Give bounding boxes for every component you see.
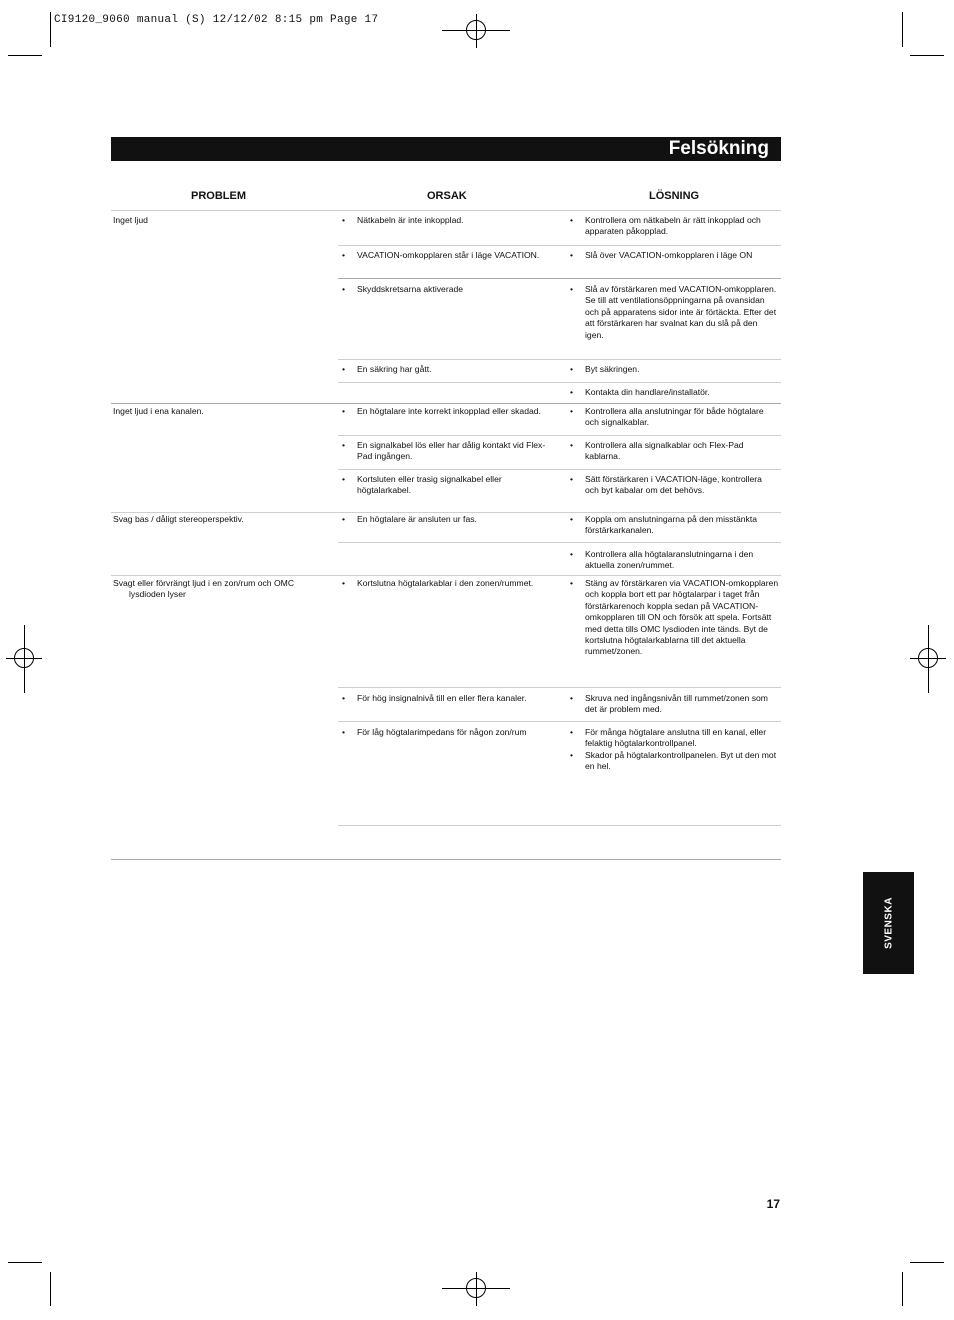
problem-2: Inget ljud i ena kanalen.	[113, 406, 204, 416]
bullet: •	[570, 693, 574, 703]
bullet: •	[342, 474, 346, 484]
solution-cell: Byt säkringen.	[585, 364, 640, 374]
problem-3: Svag bas / dåligt stereoperspektiv.	[113, 514, 244, 524]
bullet: •	[570, 578, 574, 588]
solution-cell: Skruva ned ingångsnivån till rummet/zonen som det är problem med.	[585, 693, 768, 715]
bullet: •	[342, 578, 346, 588]
solution-cell: Kontrollera alla anslutningar för både högtalare och signalkablar.	[585, 406, 764, 428]
printer-slug: CI9120_9060 manual (S) 12/12/02 8:15 pm Page 17	[54, 14, 379, 26]
solution-cell: Koppla om anslutningarna på den misstänkta förstärkarkanalen.	[585, 514, 757, 536]
cause-cell: Kortsluten eller trasig signalkabel eller högtalarkabel.	[357, 474, 502, 496]
solution-cell: Slå över VACATION-omkopplaren i läge ON	[585, 250, 753, 260]
bullet: •	[570, 750, 574, 760]
bullet: •	[570, 364, 574, 374]
solution-cell: Stäng av förstärkaren via VACATION-omkopplaren och koppla bort ett par högtalarpar i taget från förstärkarenoch koppla sedan på VACATION-omkopplaren till ON och försök att spela. Fortsätt med detta tills OMC lysdioden inte tänds. Byt de kortslutna högtalarkablarna till det aktuella rummet/zonen.	[585, 578, 779, 657]
bullet: •	[570, 215, 574, 225]
cause-cell: En signalkabel lös eller har dålig kontakt vid Flex-Pad ingången.	[357, 440, 546, 462]
problem-4: Svagt eller förvrängt ljud i en zon/rum och OMC lysdioden lyser	[113, 578, 295, 600]
bullet: •	[570, 727, 574, 737]
cause-cell: VACATION-omkopplaren står i läge VACATION.	[357, 250, 540, 260]
cause-cell: En högtalare är ansluten ur fas.	[357, 514, 477, 524]
bullet: •	[570, 549, 574, 559]
solution-cell: Kontrollera alla högtalaranslutningarna i den aktuella zonen/rummet.	[585, 549, 754, 571]
bullet: •	[342, 440, 346, 450]
bullet: •	[570, 284, 574, 294]
header-orsak: ORSAK	[427, 190, 467, 202]
bullet: •	[570, 387, 574, 397]
bullet: •	[570, 440, 574, 450]
solution-cell: Kontrollera om nätkabeln är rätt inkopplad och apparaten påkopplad.	[585, 215, 761, 237]
solution-cell: Skador på högtalarkontrollpanelen. Byt ut den mot en hel.	[585, 750, 777, 772]
cause-cell: Skyddskretsarna aktiverade	[357, 284, 464, 294]
bullet: •	[342, 514, 346, 524]
page-title: Felsökning	[668, 138, 769, 159]
bullet: •	[342, 250, 346, 260]
language-tab-label: SVENSKA	[883, 897, 894, 949]
solution-cell: Kontrollera alla signalkablar och Flex-Pad kablarna.	[585, 440, 744, 462]
cause-cell: En säkring har gått.	[357, 364, 432, 374]
bullet: •	[570, 474, 574, 484]
bullet: •	[342, 284, 346, 294]
cause-cell: För låg högtalarimpedans för någon zon/rum	[357, 727, 527, 737]
solution-cell: Sätt förstärkaren i VACATION-läge, kontrollera och byt kabalar om det behövs.	[585, 474, 762, 496]
bullet: •	[570, 406, 574, 416]
bullet: •	[342, 693, 346, 703]
cause-cell: En högtalare inte korrekt inkopplad eller skadad.	[357, 406, 541, 416]
cause-cell: För hög insignalnivå till en eller flera kanaler.	[357, 693, 527, 703]
solution-cell: För många högtalare anslutna till en kanal, eller felaktig högtalarkontrollpanel.	[585, 727, 767, 749]
header-problem: PROBLEM	[191, 190, 246, 202]
title-bar	[111, 137, 781, 161]
problem-1: Inget ljud	[113, 215, 148, 225]
cause-cell: Nätkabeln är inte inkopplad.	[357, 215, 464, 225]
header-losning: LÖSNING	[649, 190, 700, 202]
solution-cell: Slå av förstärkaren med VACATION-omkopplaren. Se till att ventilationsöppningarna på ovansidan och på apparatens sidor inte är förtäckta. Efter det att förstärkaren har svalnat kan du slå på den igen.	[585, 284, 777, 340]
bullet: •	[342, 727, 346, 737]
solution-cell: Kontakta din handlare/installatör.	[585, 387, 710, 397]
bullet: •	[342, 406, 346, 416]
bullet: •	[570, 250, 574, 260]
language-tab	[863, 872, 914, 974]
bullet: •	[342, 364, 346, 374]
page-number: 17	[766, 1197, 780, 1211]
bullet: •	[342, 215, 346, 225]
bullet: •	[570, 514, 574, 524]
cause-cell: Kortslutna högtalarkablar i den zonen/rummet.	[357, 578, 534, 588]
